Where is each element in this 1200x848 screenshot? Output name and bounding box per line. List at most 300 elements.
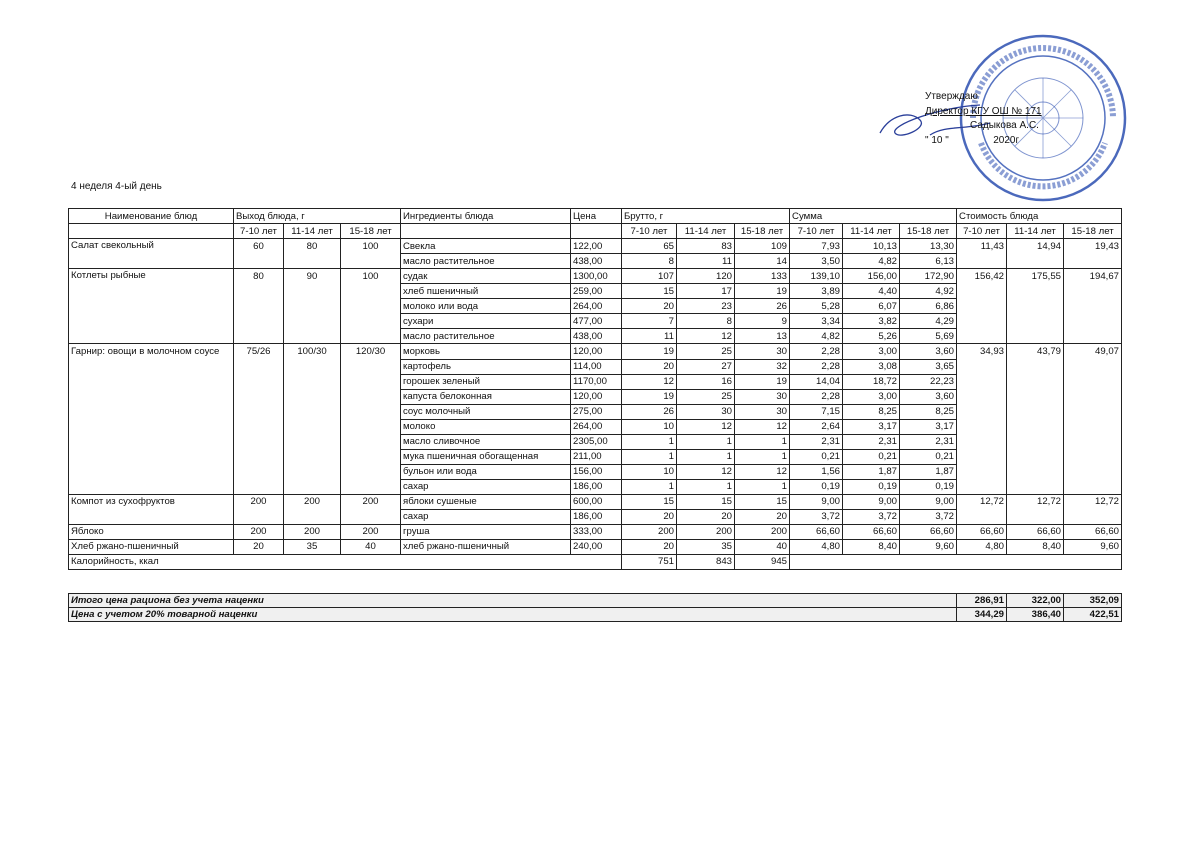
sum-value: 3,00 <box>843 389 900 404</box>
sum-value: 3,50 <box>790 254 843 269</box>
output-value <box>284 329 341 344</box>
table-row <box>69 359 1122 374</box>
price-value: 114,00 <box>571 359 622 374</box>
cost-value <box>957 374 1007 389</box>
output-value <box>234 509 284 524</box>
sum-value: 139,10 <box>790 269 843 284</box>
sum-value: 4,80 <box>790 539 843 554</box>
cost-value <box>1007 284 1064 299</box>
output-value: 200 <box>284 524 341 539</box>
gross-value: 1 <box>735 449 790 464</box>
sum-value: 4,82 <box>843 254 900 269</box>
gross-value: 19 <box>735 284 790 299</box>
sum-value: 0,19 <box>900 479 957 494</box>
output-value: 60 <box>234 239 284 254</box>
cost-value <box>957 509 1007 524</box>
sum-value: 3,72 <box>843 509 900 524</box>
week-day-title: 4 неделя 4-ый день <box>71 181 162 192</box>
gross-value: 40 <box>735 539 790 554</box>
menu-body <box>69 239 1122 555</box>
output-value: 75/26 <box>234 344 284 360</box>
gross-value: 12 <box>677 329 735 344</box>
sum-value: 4,40 <box>843 284 900 299</box>
price-value: 477,00 <box>571 314 622 329</box>
table-row <box>69 434 1122 449</box>
ingredient-name: соус молочный <box>401 404 571 419</box>
output-value <box>341 329 401 344</box>
gross-value: 19 <box>622 389 677 404</box>
gross-value: 32 <box>735 359 790 374</box>
subheader-age: 11-14 лет <box>1007 224 1064 239</box>
sum-value: 3,17 <box>900 419 957 434</box>
cost-value <box>1007 434 1064 449</box>
gross-value: 20 <box>622 509 677 524</box>
cost-value <box>1007 389 1064 404</box>
subheader-age: 7-10 лет <box>234 224 284 239</box>
sum-value: 6,07 <box>843 299 900 314</box>
price-value: 120,00 <box>571 344 622 360</box>
dish-name <box>69 449 234 464</box>
sum-value: 66,60 <box>900 524 957 539</box>
ingredient-name: хлеб ржано-пшеничный <box>401 539 571 554</box>
gross-value: 12 <box>735 419 790 434</box>
gross-value: 30 <box>735 344 790 360</box>
output-value <box>234 449 284 464</box>
sum-value: 9,00 <box>843 494 900 509</box>
cost-value <box>957 314 1007 329</box>
cost-value: 66,60 <box>1007 524 1064 539</box>
price-value: 438,00 <box>571 329 622 344</box>
dish-name: Котлеты рыбные <box>69 269 234 284</box>
totals-table <box>68 593 1122 622</box>
approval-block <box>925 90 1085 148</box>
sum-value: 2,31 <box>900 434 957 449</box>
sum-value: 3,60 <box>900 344 957 360</box>
gross-value: 23 <box>677 299 735 314</box>
price-value: 186,00 <box>571 479 622 494</box>
gross-value: 12 <box>735 464 790 479</box>
output-value <box>234 464 284 479</box>
cost-value <box>1064 479 1122 494</box>
cost-value <box>1064 314 1122 329</box>
cost-value <box>957 434 1007 449</box>
cost-value <box>957 464 1007 479</box>
gross-value: 27 <box>677 359 735 374</box>
output-value: 100 <box>341 239 401 254</box>
gross-value: 200 <box>677 524 735 539</box>
cost-value <box>957 254 1007 269</box>
sum-value: 0,21 <box>843 449 900 464</box>
sum-value: 2,64 <box>790 419 843 434</box>
dish-name <box>69 254 234 269</box>
sum-value: 0,19 <box>790 479 843 494</box>
output-value <box>284 314 341 329</box>
dish-name: Салат свекольный <box>69 239 234 254</box>
gross-value: 30 <box>735 404 790 419</box>
output-value: 120/30 <box>341 344 401 360</box>
output-value: 100/30 <box>284 344 341 360</box>
gross-value: 10 <box>622 464 677 479</box>
cost-value <box>1064 404 1122 419</box>
output-value <box>234 374 284 389</box>
cost-value <box>1064 374 1122 389</box>
gross-value: 15 <box>735 494 790 509</box>
gross-value: 1 <box>735 434 790 449</box>
subheader-age: 7-10 лет <box>622 224 677 239</box>
cost-value <box>1007 314 1064 329</box>
table-row <box>69 344 1122 360</box>
sum-value: 8,25 <box>900 404 957 419</box>
dish-name <box>69 314 234 329</box>
table-row <box>69 239 1122 254</box>
dish-name <box>69 479 234 494</box>
cost-value <box>1007 404 1064 419</box>
gross-value: 12 <box>677 464 735 479</box>
cost-value: 4,80 <box>957 539 1007 554</box>
sum-value: 1,56 <box>790 464 843 479</box>
ingredient-name: горошек зеленый <box>401 374 571 389</box>
cost-value <box>1007 329 1064 344</box>
cost-value: 34,93 <box>957 344 1007 360</box>
cost-value <box>1064 284 1122 299</box>
output-value: 80 <box>284 239 341 254</box>
table-row <box>69 269 1122 284</box>
sum-value: 5,26 <box>843 329 900 344</box>
ingredient-name: сахар <box>401 509 571 524</box>
gross-value: 109 <box>735 239 790 254</box>
sum-value: 66,60 <box>843 524 900 539</box>
output-value <box>341 314 401 329</box>
cost-value <box>1064 419 1122 434</box>
cost-value: 175,55 <box>1007 269 1064 284</box>
sum-value: 1,87 <box>843 464 900 479</box>
gross-value: 1 <box>677 434 735 449</box>
total-value: 352,09 <box>1064 594 1122 608</box>
output-value <box>234 254 284 269</box>
gross-value: 107 <box>622 269 677 284</box>
sum-value: 3,34 <box>790 314 843 329</box>
dish-name <box>69 284 234 299</box>
output-value <box>284 479 341 494</box>
cost-value <box>957 329 1007 344</box>
dish-name <box>69 419 234 434</box>
sum-value: 3,82 <box>843 314 900 329</box>
ingredient-name: масло растительное <box>401 329 571 344</box>
cost-value: 19,43 <box>1064 239 1122 254</box>
total-value: 286,91 <box>957 594 1007 608</box>
total-value: 322,00 <box>1007 594 1064 608</box>
cost-value <box>957 404 1007 419</box>
output-value <box>284 419 341 434</box>
output-value <box>341 284 401 299</box>
gross-value: 16 <box>677 374 735 389</box>
gross-value: 11 <box>677 254 735 269</box>
header-price: Цена <box>571 209 622 224</box>
gross-value: 12 <box>677 419 735 434</box>
output-value <box>341 509 401 524</box>
cost-value <box>1064 329 1122 344</box>
sum-value: 2,28 <box>790 359 843 374</box>
cost-value <box>1064 359 1122 374</box>
ingredient-name: хлеб пшеничный <box>401 284 571 299</box>
price-value: 186,00 <box>571 509 622 524</box>
gross-value: 1 <box>622 479 677 494</box>
subheader-age: 11-14 лет <box>677 224 735 239</box>
dish-name: Компот из сухофруктов <box>69 494 234 509</box>
total-label: Итого цена рациона без учета наценки <box>69 594 957 608</box>
sum-value: 5,28 <box>790 299 843 314</box>
sum-value: 4,29 <box>900 314 957 329</box>
gross-value: 26 <box>735 299 790 314</box>
output-value <box>234 284 284 299</box>
output-value <box>234 419 284 434</box>
subheader-age: 7-10 лет <box>957 224 1007 239</box>
dish-name: Яблоко <box>69 524 234 539</box>
sum-value: 9,60 <box>900 539 957 554</box>
subheader-age: 7-10 лет <box>790 224 843 239</box>
gross-value: 19 <box>622 344 677 360</box>
gross-value: 10 <box>622 419 677 434</box>
total-value: 386,40 <box>1007 608 1064 622</box>
output-value <box>284 284 341 299</box>
output-value <box>284 254 341 269</box>
gross-value: 20 <box>622 299 677 314</box>
output-value <box>234 359 284 374</box>
output-value: 200 <box>284 494 341 509</box>
gross-value: 7 <box>622 314 677 329</box>
cost-value <box>1064 464 1122 479</box>
sum-value: 6,13 <box>900 254 957 269</box>
gross-value: 200 <box>735 524 790 539</box>
price-value: 333,00 <box>571 524 622 539</box>
menu-table <box>68 208 1122 570</box>
output-value: 20 <box>234 539 284 554</box>
cost-value <box>1007 359 1064 374</box>
cost-value <box>957 359 1007 374</box>
gross-value: 14 <box>735 254 790 269</box>
price-value: 600,00 <box>571 494 622 509</box>
cost-value: 12,72 <box>1007 494 1064 509</box>
cost-value <box>1007 449 1064 464</box>
table-row <box>69 509 1122 524</box>
ingredient-name: Свекла <box>401 239 571 254</box>
cost-value <box>1064 434 1122 449</box>
approval-date-year: 2020г <box>993 134 1020 146</box>
cost-value <box>1007 464 1064 479</box>
sum-value: 13,30 <box>900 239 957 254</box>
header-ingredients: Ингредиенты блюда <box>401 209 571 224</box>
total-row <box>69 594 1122 608</box>
table-row <box>69 404 1122 419</box>
gross-value: 9 <box>735 314 790 329</box>
output-value <box>341 434 401 449</box>
table-row <box>69 299 1122 314</box>
output-value <box>341 464 401 479</box>
output-value <box>284 434 341 449</box>
gross-value: 1 <box>677 479 735 494</box>
total-label: Цена с учетом 20% товарной наценки <box>69 608 957 622</box>
cost-value <box>1007 254 1064 269</box>
table-row <box>69 314 1122 329</box>
price-value: 211,00 <box>571 449 622 464</box>
price-value: 275,00 <box>571 404 622 419</box>
sum-value: 9,00 <box>900 494 957 509</box>
sum-value: 4,82 <box>790 329 843 344</box>
cost-value: 12,72 <box>957 494 1007 509</box>
header-gross: Брутто, г <box>622 209 790 224</box>
sum-value: 10,13 <box>843 239 900 254</box>
ingredient-name: картофель <box>401 359 571 374</box>
approval-date <box>925 134 1085 149</box>
calories-label: Калорийность, ккал <box>69 554 622 569</box>
sum-value: 2,28 <box>790 344 843 360</box>
sum-value: 7,93 <box>790 239 843 254</box>
sum-value: 3,17 <box>843 419 900 434</box>
table-row <box>69 329 1122 344</box>
output-value <box>341 254 401 269</box>
gross-value: 35 <box>677 539 735 554</box>
dish-name: Хлеб ржано-пшеничный <box>69 539 234 554</box>
output-value <box>284 374 341 389</box>
gross-value: 30 <box>735 389 790 404</box>
price-value: 156,00 <box>571 464 622 479</box>
output-value: 200 <box>341 494 401 509</box>
cost-value <box>957 449 1007 464</box>
cost-value <box>957 284 1007 299</box>
output-value <box>234 329 284 344</box>
gross-value: 1 <box>735 479 790 494</box>
sum-value: 0,19 <box>843 479 900 494</box>
table-row <box>69 524 1122 539</box>
output-value <box>341 359 401 374</box>
gross-value: 1 <box>622 434 677 449</box>
output-value: 90 <box>284 269 341 284</box>
sum-value: 172,90 <box>900 269 957 284</box>
total-value: 344,29 <box>957 608 1007 622</box>
header-dish: Наименование блюд <box>69 209 234 224</box>
approval-position: Директор КГУ ОШ № 171 <box>925 105 1042 117</box>
cost-value: 66,60 <box>957 524 1007 539</box>
table-row <box>69 254 1122 269</box>
sum-value: 156,00 <box>843 269 900 284</box>
sum-value: 22,23 <box>900 374 957 389</box>
approval-signatory: Садыкова А.С. <box>970 120 1039 131</box>
output-value <box>341 449 401 464</box>
calories-row <box>69 554 1122 569</box>
dish-name: Гарнир: овощи в молочном соусе <box>69 344 234 360</box>
gross-value: 8 <box>622 254 677 269</box>
output-value <box>234 389 284 404</box>
price-value: 264,00 <box>571 419 622 434</box>
output-value <box>284 389 341 404</box>
output-value <box>341 299 401 314</box>
cost-value <box>957 419 1007 434</box>
output-value <box>234 314 284 329</box>
table-row <box>69 389 1122 404</box>
dish-name <box>69 359 234 374</box>
header-cost: Стоимость блюда <box>957 209 1122 224</box>
gross-value: 20 <box>677 509 735 524</box>
cost-value: 12,72 <box>1064 494 1122 509</box>
gross-value: 1 <box>677 449 735 464</box>
sum-value: 2,31 <box>843 434 900 449</box>
cost-value: 9,60 <box>1064 539 1122 554</box>
gross-value: 15 <box>677 494 735 509</box>
subheader-row <box>69 224 1122 239</box>
price-value: 122,00 <box>571 239 622 254</box>
gross-value: 30 <box>677 404 735 419</box>
price-value: 259,00 <box>571 284 622 299</box>
table-row <box>69 419 1122 434</box>
total-value: 422,51 <box>1064 608 1122 622</box>
cost-value <box>1064 449 1122 464</box>
table-row <box>69 494 1122 509</box>
sum-value: 4,92 <box>900 284 957 299</box>
output-value <box>284 509 341 524</box>
table-row <box>69 284 1122 299</box>
ingredient-name: груша <box>401 524 571 539</box>
calories-value: 945 <box>735 554 790 569</box>
output-value <box>341 419 401 434</box>
price-value: 240,00 <box>571 539 622 554</box>
gross-value: 25 <box>677 344 735 360</box>
gross-value: 65 <box>622 239 677 254</box>
output-value <box>284 449 341 464</box>
header-sum: Сумма <box>790 209 957 224</box>
dish-name <box>69 389 234 404</box>
cost-value <box>957 479 1007 494</box>
price-value: 264,00 <box>571 299 622 314</box>
subheader-age: 15-18 лет <box>341 224 401 239</box>
sum-value: 9,00 <box>790 494 843 509</box>
sum-value: 8,40 <box>843 539 900 554</box>
sum-value: 18,72 <box>843 374 900 389</box>
output-value: 200 <box>234 524 284 539</box>
cost-value: 66,60 <box>1064 524 1122 539</box>
cost-value <box>1064 299 1122 314</box>
output-value: 200 <box>234 494 284 509</box>
sum-value: 8,25 <box>843 404 900 419</box>
cost-value: 49,07 <box>1064 344 1122 360</box>
gross-value: 83 <box>677 239 735 254</box>
ingredient-name: бульон или вода <box>401 464 571 479</box>
ingredient-name: яблоки сушеные <box>401 494 571 509</box>
gross-value: 15 <box>622 494 677 509</box>
subheader-age: 11-14 лет <box>284 224 341 239</box>
sum-value: 3,89 <box>790 284 843 299</box>
ingredient-name: сухари <box>401 314 571 329</box>
ingredient-name: молоко <box>401 419 571 434</box>
sum-value: 3,72 <box>790 509 843 524</box>
output-value <box>341 404 401 419</box>
gross-value: 1 <box>622 449 677 464</box>
output-value: 35 <box>284 539 341 554</box>
sum-value: 1,87 <box>900 464 957 479</box>
output-value <box>341 389 401 404</box>
sum-value: 3,00 <box>843 344 900 360</box>
ingredient-name: масло сливочное <box>401 434 571 449</box>
ingredient-name: сахар <box>401 479 571 494</box>
sum-value: 3,08 <box>843 359 900 374</box>
approval-heading: Утверждаю <box>925 91 978 102</box>
sum-value: 14,04 <box>790 374 843 389</box>
sum-value: 5,69 <box>900 329 957 344</box>
sum-value: 2,31 <box>790 434 843 449</box>
table-row <box>69 539 1122 554</box>
calories-value: 843 <box>677 554 735 569</box>
gross-value: 26 <box>622 404 677 419</box>
output-value <box>234 299 284 314</box>
